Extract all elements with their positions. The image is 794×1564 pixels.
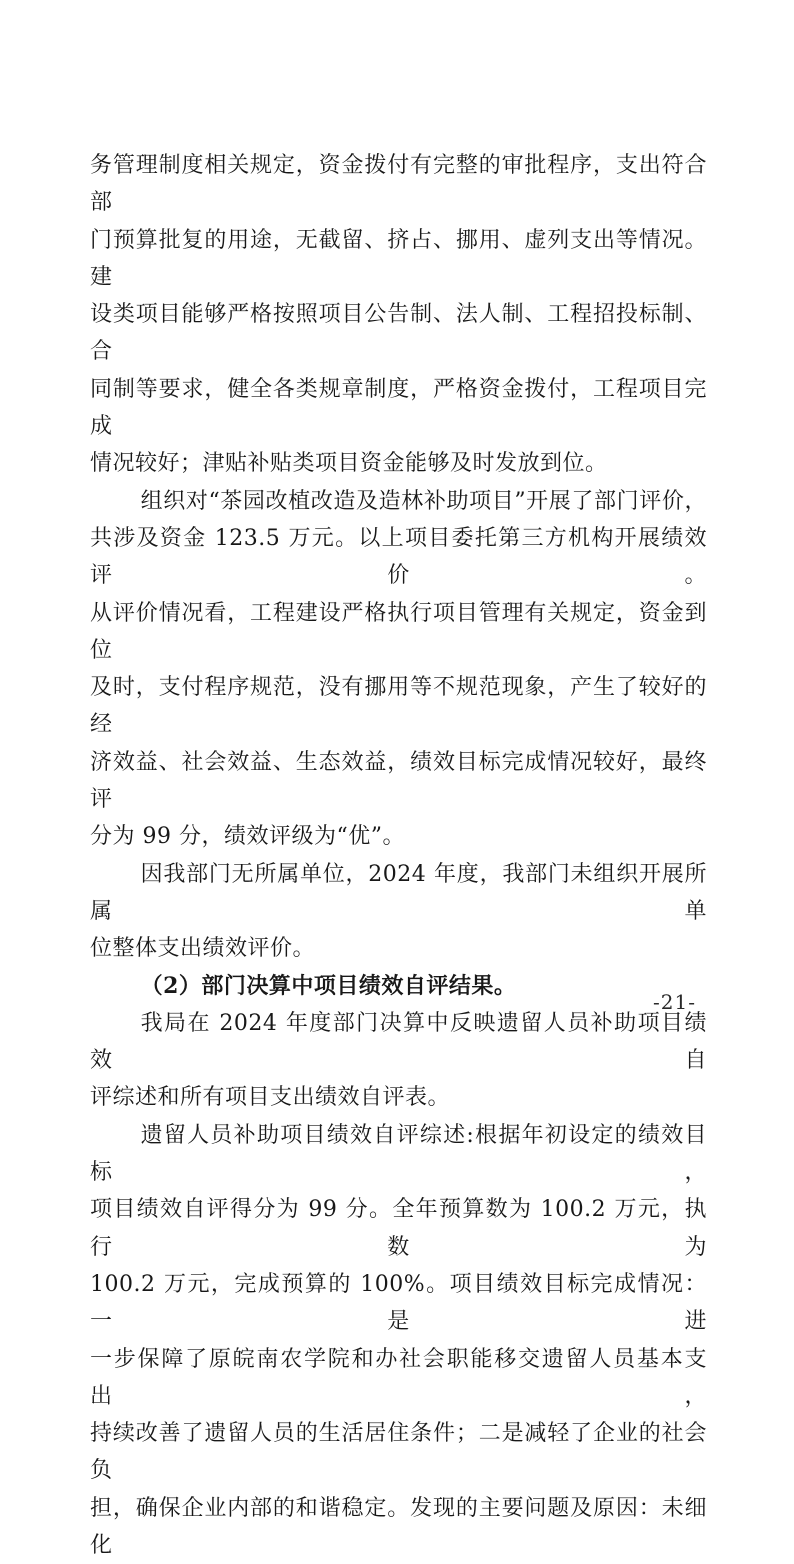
text-line: 济效益、社会效益、生态效益，绩效目标完成情况较好，最终评 <box>90 749 707 813</box>
para-retained-personnel-subsidy-summary <box>90 1117 707 1564</box>
text-line: 100.2 万元，完成预算的 100%。项目绩效目标完成情况：一是进 <box>90 1271 707 1335</box>
para-final-accounts-reflection <box>90 1005 707 1117</box>
text-line: 组织对“茶园改植改造及造林补助项目”开展了部门评价， <box>140 488 707 514</box>
document-body <box>90 147 707 1564</box>
text-line: 同制等要求，健全各类规章制度，严格资金拨付，工程项目完成 <box>90 376 707 440</box>
text-line: 情况较好；津贴补贴类项目资金能够及时发放到位。 <box>90 451 608 477</box>
text-line: 设类项目能够严格按照项目公告制、法人制、工程招投标制、合 <box>90 302 707 365</box>
page-number: -21- <box>653 990 696 1014</box>
text-line: 项目绩效自评得分为 99 分。全年预算数为 100.2 万元，执行数为 <box>90 1197 707 1260</box>
text-line: （2）部门决算中项目绩效自评结果。 <box>140 972 517 999</box>
text-line: 务管理制度相关规定，资金拨付有完整的审批程序，支出符合部 <box>90 153 707 216</box>
text-line: 持续改善了遗留人员的生活居住条件；二是减轻了企业的社会负 <box>90 1421 707 1484</box>
text-line: 遗留人员补助项目绩效自评综述:根据年初设定的绩效目标， <box>90 1122 707 1186</box>
text-line: 及时，支付程序规范，没有挪用等不规范现象，产生了较好的经 <box>90 675 707 738</box>
text-line: 我局在 2024 年度部门决算中反映遗留人员补助项目绩效自 <box>90 1010 707 1074</box>
text-line: 门预算批复的用途，无截留、挤占、挪用、虚列支出等情况。建 <box>90 227 707 290</box>
text-line: 评综述和所有项目支出绩效自评表。 <box>90 1085 451 1111</box>
heading-project-self-evaluation-results <box>90 968 707 1005</box>
text-line: 一步保障了原皖南农学院和办社会职能移交遗留人员基本支出， <box>90 1346 707 1409</box>
text-line: 共涉及资金 123.5 万元。以上项目委托第三方机构开展绩效评价。 <box>90 525 707 589</box>
para-fund-management-compliance <box>90 147 707 483</box>
text-line: 担，确保企业内部的和谐稳定。发现的主要问题及原因：未细化 <box>90 1495 707 1558</box>
text-line: 从评价情况看，工程建设严格执行项目管理有关规定，资金到位 <box>90 600 707 663</box>
para-no-subordinate-units <box>90 856 707 968</box>
text-line: 因我部门无所属单位，2024 年度，我部门未组织开展所属单 <box>90 861 707 924</box>
text-line: 位整体支出绩效评价。 <box>90 936 316 962</box>
para-department-evaluation-tea-garden <box>90 483 707 856</box>
text-line: 分为 99 分，绩效评级为“优”。 <box>90 824 405 850</box>
